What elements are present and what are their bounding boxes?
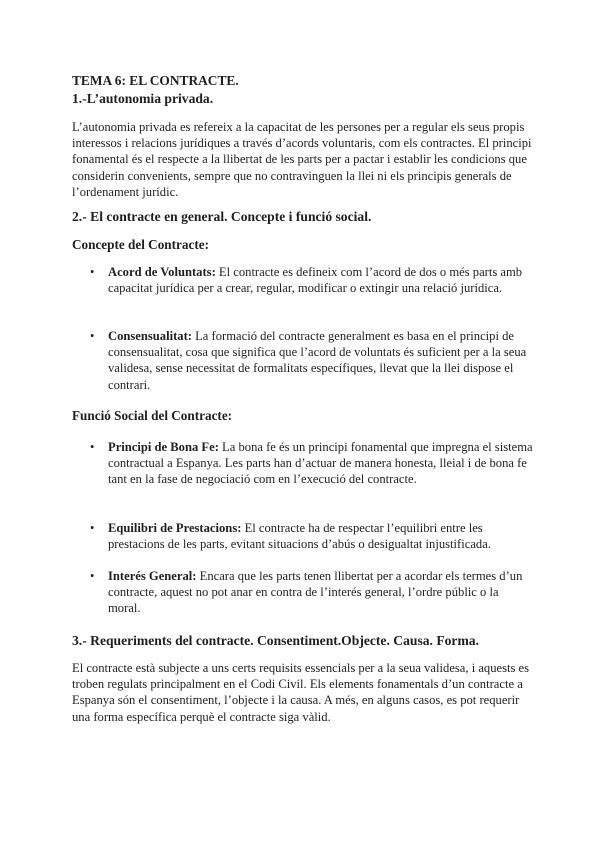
list-item-term: Acord de Voluntats: [108,265,216,279]
section1-heading: 1.-L’autonomia privada. [72,91,214,106]
list-item-text: El contracte es defineix com l’acord de dos o més parts amb capacitat jurídica per a crear, regular, modificar o extingir una relació jurídica. [108,265,523,296]
list-item-text: El contracte ha de respectar l’equilibri entre les prestacions de les parts, evitant situacions d’abús o desigualtat injustificada. [108,521,491,552]
list-item [90,328,534,393]
list-item [90,520,534,552]
list-item [90,264,534,296]
bullet-icon: • [90,265,95,279]
section1-paragraph: L’autonomia privada es refereix a la capacitat de les persones per a regular els seus propis interessos i relacions jurídiques a través d’acords voluntaris, com els contractes. El principi fonamental és el respecte a la llibertat de les parts per a pactar i establir les condicions que considerin convenients, sempre que no contravinguen la llei ni els principis generals de l’ordenament jurídic. [72,120,532,199]
bullet-icon: • [90,569,95,583]
list-item-term: Interés General: [108,569,197,583]
section2-heading: 2.- El contracte en general. Concepte i funció social. [72,209,372,224]
list-item-text: La formació del contracte generalment es basa en el principi de consensualitat, cosa que significa que l’acord de voluntats és suficient per a la seua validesa, sense necessitat de formalitats específiques, llevat que la llei dispose el contrari. [108,329,527,392]
list-item [90,568,534,617]
list-item-term: Equilibri de Prestacions: [108,521,242,535]
function-heading: Funció Social del Contracte: [72,408,233,423]
bullet-icon: • [90,440,95,454]
bullet-icon: • [90,521,95,535]
list-item-term: Principi de Bona Fe: [108,440,219,454]
concept-heading: Concepte del Contracte: [72,237,209,252]
document-title: TEMA 6: EL CONTRACTE. [72,73,239,88]
list-item-term: Consensualitat: [108,329,192,343]
list-item [90,439,534,488]
list-item-text: Encara que les parts tenen llibertat per a acordar els termes d’un contracte, aquest no pot anar en contra de l’interés general, l’ordre públic o la moral. [108,569,523,616]
list-item-text: La bona fe és un principi fonamental que impregna el sistema contractual a Espanya. Les parts han d’actuar de manera honesta, lleial i de bona fe tant en la fase de negociació com en l’execució del contracte. [108,440,533,487]
section3-heading: 3.- Requeriments del contracte. Consentiment.Objecte. Causa. Forma. [72,633,479,648]
bullet-icon: • [90,329,95,343]
section3-paragraph: El contracte està subjecte a uns certs requisits essencials per a la seua validesa, i aquests es troben regulats principalment en el Codi Civil. Els elements fonamentals d’un contracte a Espanya són el consentiment, l’objecte i la causa. A més, en alguns casos, es pot requerir una forma específica perquè el contracte siga vàlid. [72,661,530,724]
